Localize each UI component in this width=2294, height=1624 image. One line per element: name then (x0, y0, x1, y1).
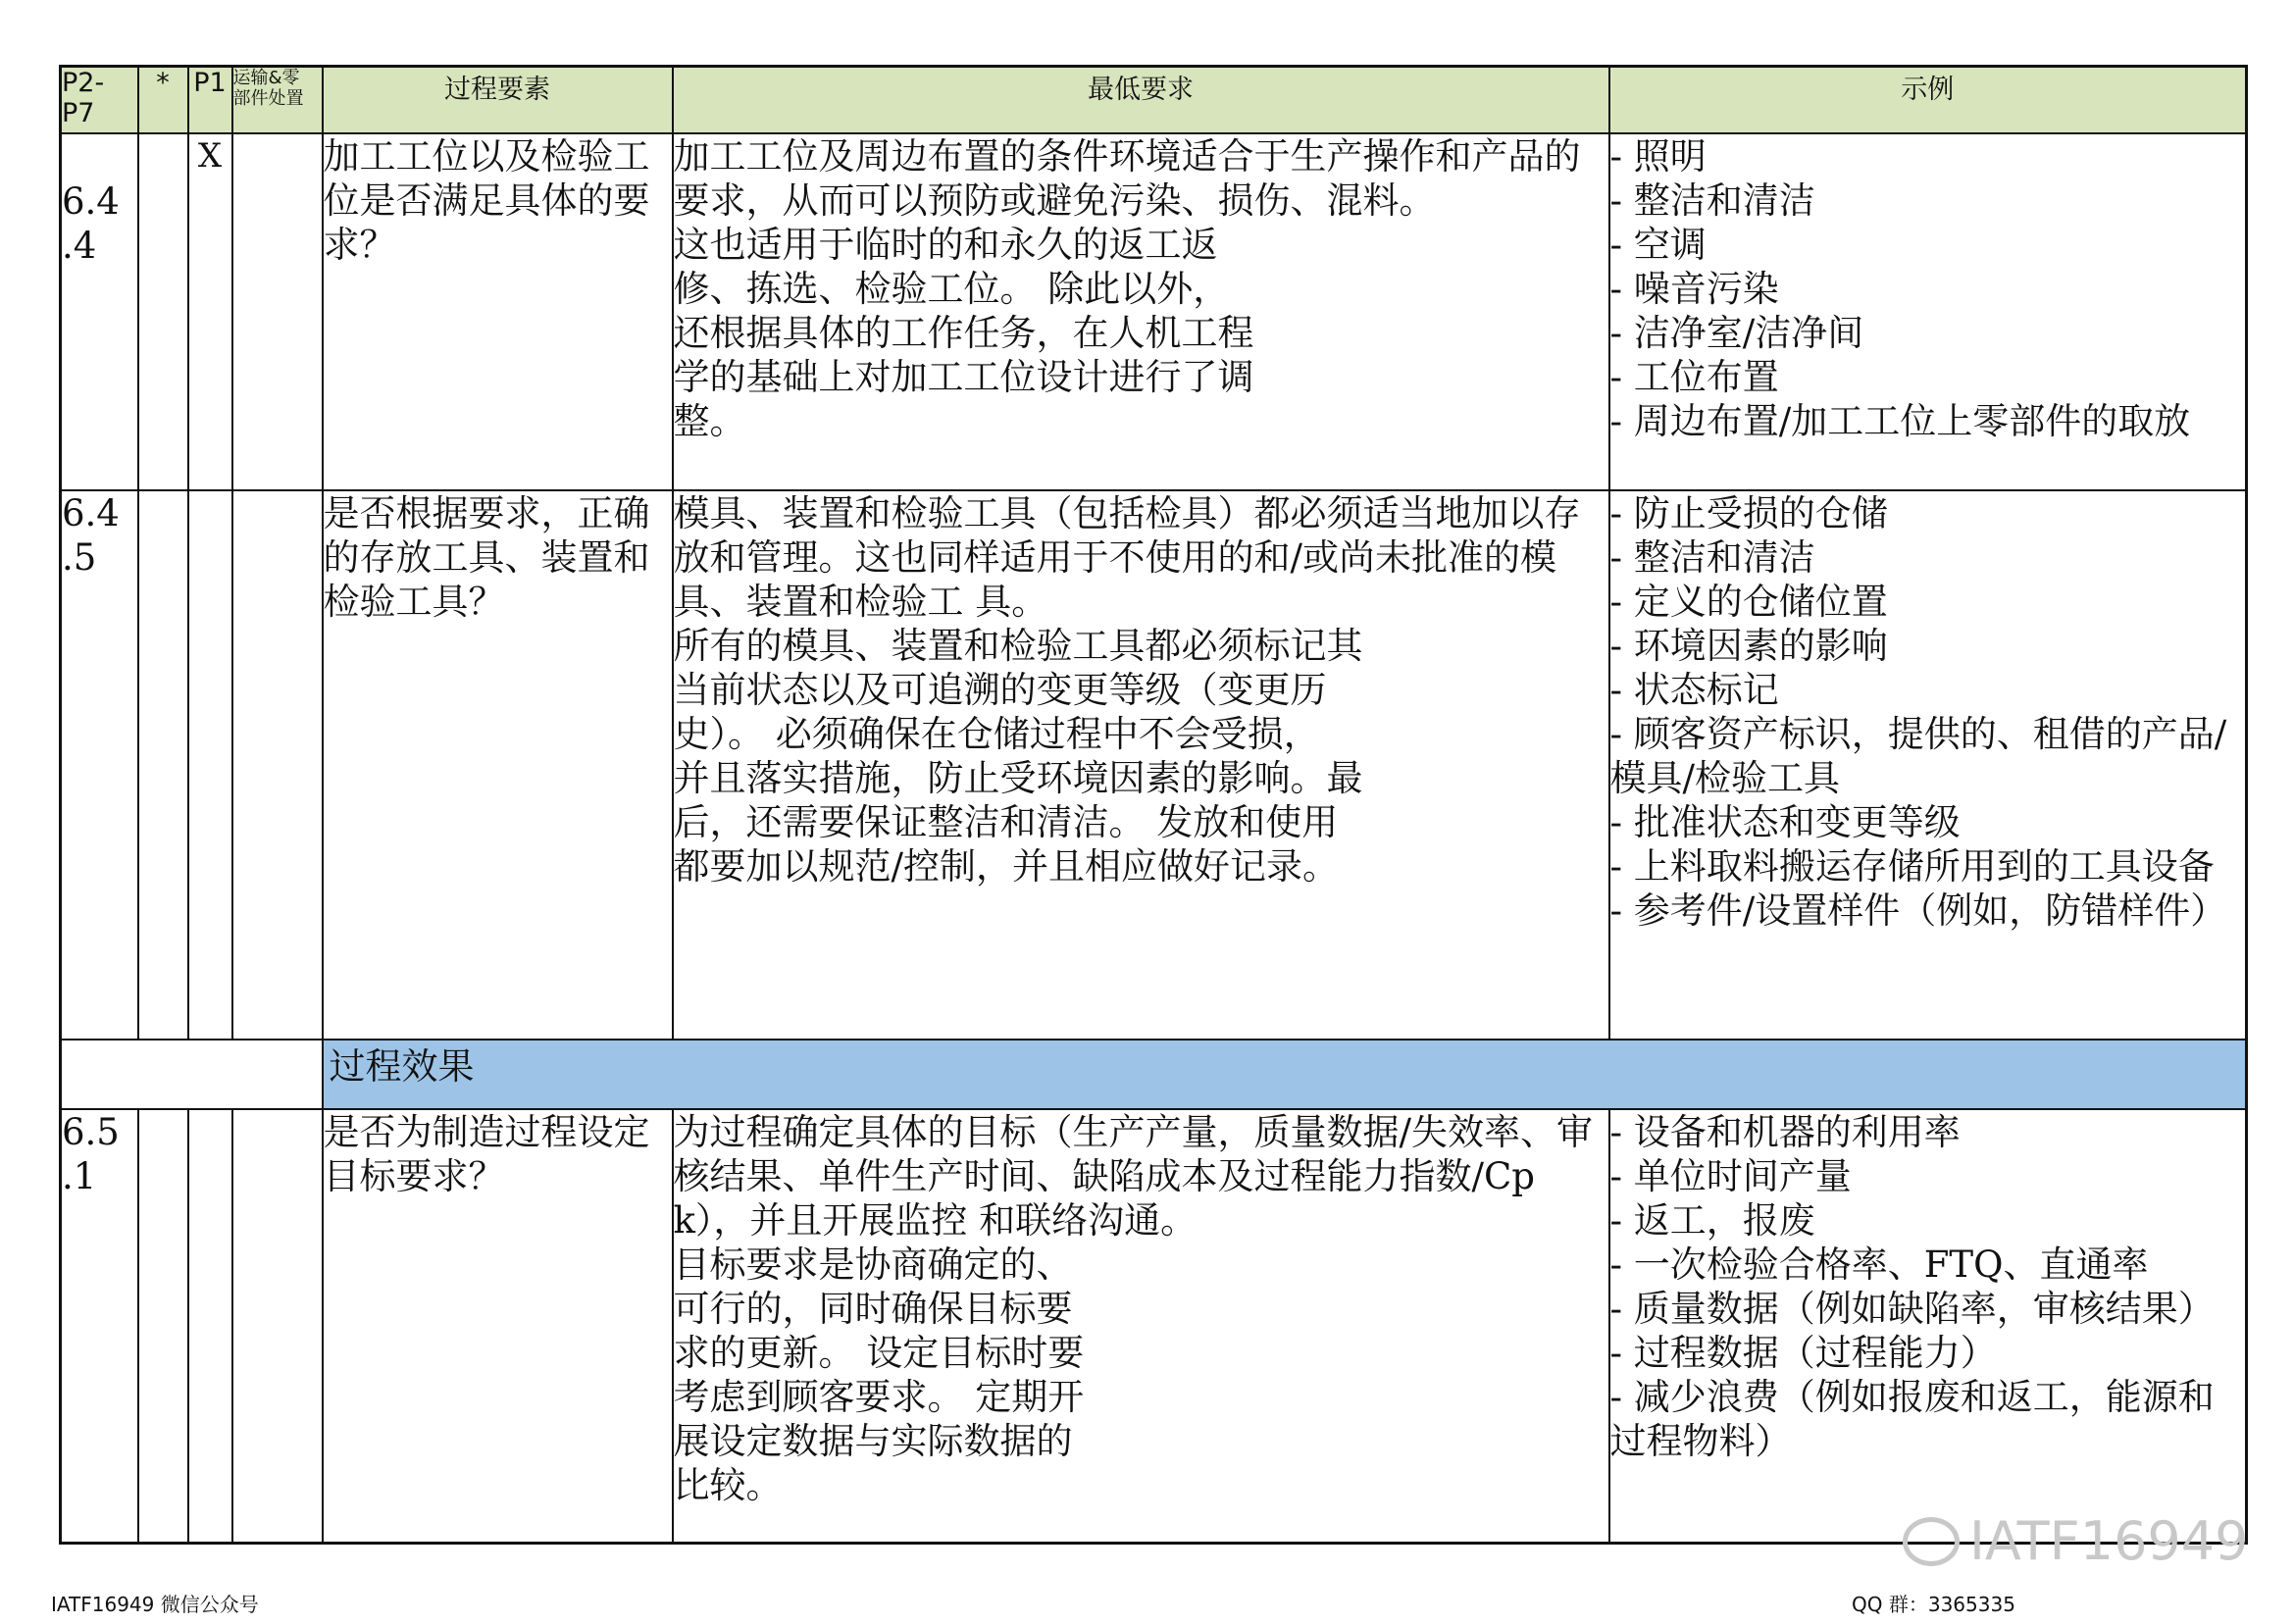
row-p1 (188, 1109, 232, 1543)
row-id: 6.5 .1 (61, 1109, 138, 1543)
row-transport (232, 1109, 323, 1543)
section-title: 过程效果 (323, 1040, 2247, 1109)
row-p1 (188, 490, 232, 1040)
row-example: - 照明 - 整洁和清洁 - 空调 - 噪音污染 - 洁净室/洁净间 - 工位布置 - 周边布置/加工工位上零部件的取放 (1609, 133, 2247, 490)
row-p1: X (188, 133, 232, 490)
header-transport: 运输&零 部件处置 (232, 67, 323, 134)
row-example: - 防止受损的仓储 - 整洁和清洁 - 定义的仓储位置 - 环境因素的影响 - 状态标记 - 顾客资产标识，提供的、租借的产品/模具/检验工具 - 批准状态和变更等级 - 上料取料搬运存储所用到的工具设备 - 参考件/设置样件（例如，防错样件） (1609, 490, 2247, 1040)
section-row (61, 1040, 2247, 1109)
table-header-row (61, 67, 2247, 134)
table-row (61, 133, 2247, 490)
table-row (61, 490, 2247, 1040)
row-star (138, 490, 188, 1040)
watermark-text: IATF16949 (1969, 1510, 2249, 1572)
header-minimum-requirement: 最低要求 (673, 67, 1609, 134)
footer-left: IATF16949 微信公众号 (51, 1593, 259, 1616)
header-id: P2- P7 (61, 67, 138, 134)
row-star (138, 133, 188, 490)
row-transport (232, 133, 323, 490)
wechat-icon (1903, 1517, 1960, 1566)
row-transport (232, 490, 323, 1040)
row-process-element: 加工工位以及检验工位是否满足具体的要求？ (323, 133, 673, 490)
header-p1: P1 (188, 67, 232, 134)
footer-right: QQ 群：3365335 (1852, 1593, 2015, 1616)
row-example: - 设备和机器的利用率 - 单位时间产量 - 返工，报废 - 一次检验合格率、FTQ、直通率 - 质量数据（例如缺陷率，审核结果） - 过程数据（过程能力） - 减少浪费（例如报废和返工，能源和过程物料） (1609, 1109, 2247, 1543)
header-process-element: 过程要素 (323, 67, 673, 134)
row-requirement: 模具、装置和检验工具（包括检具）都必须适当地加以存放和管理。这也同样适用于不使用的和/或尚未批准的模具、装置和检验工 具。 所有的模具、装置和检验工具都必须标记其 当前状态以及可追溯的变更等级（变更历 史）。 必须确保在仓储过程中不会受损， 并且落实措施，防止受环境因素的影响。最 后，还需要保证整洁和清洁。 发放和使用 都要加以规范/控制，并且相应做好记录。 (673, 490, 1609, 1040)
row-id: 6.4 .4 (61, 133, 138, 490)
header-star: * (138, 67, 188, 134)
table-row (61, 1109, 2247, 1543)
audit-table (59, 65, 2248, 1545)
section-blank (61, 1040, 323, 1109)
row-requirement: 加工工位及周边布置的条件环境适合于生产操作和产品的要求，从而可以预防或避免污染、损伤、混料。 这也适用于临时的和永久的返工返 修、拣选、检验工位。 除此以外， 还根据具体的工作任务，在人机工程 学的基础上对加工工位设计进行了调 整。 (673, 133, 1609, 490)
header-example: 示例 (1609, 67, 2247, 134)
row-id: 6.4 .5 (61, 490, 138, 1040)
row-process-element: 是否为制造过程设定目标要求？ (323, 1109, 673, 1543)
row-process-element: 是否根据要求，正确的存放工具、装置和检验工具？ (323, 490, 673, 1040)
row-requirement: 为过程确定具体的目标（生产产量，质量数据/失效率、审核结果、单件生产时间、缺陷成本及过程能力指数/Cpk），并且开展监控 和联络沟通。 目标要求是协商确定的、 可行的，同时确保目标要 求的更新。 设定目标时要 考虑到顾客要求。 定期开 展设定数据与实际数据的 比较。 (673, 1109, 1609, 1543)
row-star (138, 1109, 188, 1543)
watermark (1903, 1510, 2249, 1572)
